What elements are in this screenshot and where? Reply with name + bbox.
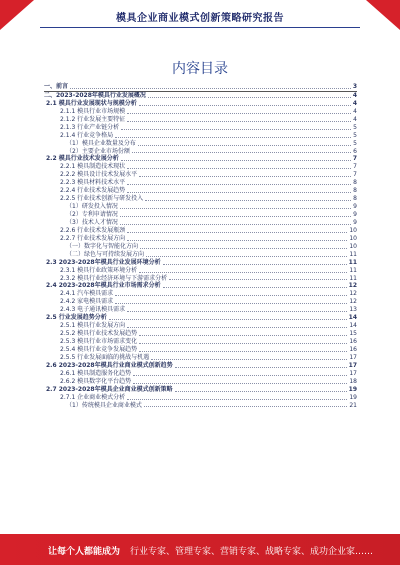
toc-entry-title: 2.6.1 模具制造服务化趋势 — [60, 369, 132, 377]
toc-entry[interactable] — [44, 83, 357, 91]
toc-entry-title: 2.2.2 模具设计技术发展水平 — [60, 171, 138, 179]
toc-entry[interactable] — [44, 140, 357, 148]
toc-entry-title: 2.4 2023-2028年模具行业市场需求分析 — [46, 282, 161, 290]
toc-entry[interactable] — [44, 219, 357, 227]
toc-entry[interactable] — [44, 322, 357, 330]
toc-entry-title: 2.3 2023-2028年模具行业发展环境分析 — [46, 258, 161, 266]
toc-leader-dots — [169, 279, 347, 280]
toc-leader-dots — [127, 311, 347, 312]
toc-entry-page: 8 — [353, 195, 357, 203]
toc-entry-page: 4 — [353, 115, 357, 123]
toc-entry-title: （1）研发投入情况 — [66, 203, 118, 211]
toc-entry-page: 17 — [349, 353, 357, 361]
toc-entry-title: 2.4.2 家电模具需求 — [60, 298, 114, 306]
toc-leader-dots — [127, 192, 351, 193]
toc-entry-title: 2.1.2 行业发展主要特征 — [60, 115, 126, 123]
toc-entry-page: 7 — [353, 171, 357, 179]
toc-entry-page: 8 — [353, 179, 357, 187]
toc-entry-title: 2.2.3 模具材料技术水平 — [60, 179, 126, 187]
toc-entry-title: 2.5.4 模具行业竞争发展趋势 — [60, 345, 138, 353]
toc-leader-dots — [133, 375, 347, 376]
toc-entry[interactable] — [44, 354, 357, 362]
toc-leader-dots — [139, 176, 351, 177]
toc-entry-page: 4 — [352, 91, 357, 99]
toc-entry-title: 2.1.4 行业竞争格局 — [60, 131, 114, 139]
page-footer — [0, 534, 400, 565]
toc-entry-page: 12 — [349, 298, 357, 306]
toc-entry[interactable] — [44, 108, 357, 116]
toc-entry-title: 2.5.3 模具行业市场需求变化 — [60, 338, 138, 346]
toc-leader-dots — [133, 383, 347, 384]
toc-entry-title: （2）专利申请情况 — [66, 211, 118, 219]
toc-entry[interactable] — [44, 267, 357, 275]
toc-leader-dots — [144, 406, 348, 407]
header-divider — [40, 27, 360, 28]
toc-entry[interactable] — [44, 346, 357, 354]
toc-entry[interactable] — [44, 362, 357, 370]
toc-leader-dots — [115, 295, 347, 296]
toc-leader-dots — [70, 88, 351, 89]
toc-leader-dots — [163, 264, 347, 265]
toc-leader-dots — [148, 97, 351, 98]
toc-entry-title: 2.1.3 行业产业链分析 — [60, 123, 120, 131]
toc-entry[interactable] — [44, 227, 357, 235]
toc-leader-dots — [121, 160, 351, 161]
toc-entry-page: 10 — [349, 242, 357, 250]
toc-entry[interactable] — [44, 179, 357, 187]
toc-entry-title: 2.7 2023-2028年模具企业商业模式创新策略 — [46, 385, 173, 393]
toc-entry-page: 16 — [349, 345, 357, 353]
toc-entry-title: 2.7.1 企业商业模式分析 — [60, 393, 126, 401]
toc-entry-page: 21 — [349, 401, 357, 409]
toc-entry[interactable] — [44, 314, 357, 322]
toc-entry-title: 2.6 2023-2028年模具行业商业模式创新趋势 — [46, 361, 173, 369]
toc-entry-page: 13 — [349, 306, 357, 314]
toc-entry-page: 7 — [353, 163, 357, 171]
toc-entry-title: （1）传统模具企业商业模式 — [66, 401, 142, 409]
toc-entry-title: 2.2.6 行业技术发展瓶颈 — [60, 226, 126, 234]
toc-leader-dots — [175, 367, 347, 368]
toc-entry-page: 11 — [349, 274, 357, 282]
toc-entry[interactable] — [44, 378, 357, 386]
toc-entry-page: 12 — [348, 282, 357, 290]
toc-entry-title: 一、前言 — [44, 83, 69, 91]
toc-entry-title: 2.3.1 模具行业政策环境分析 — [60, 266, 138, 274]
toc-entry-title: 2.3.2 模具行业经济环境与下游需求分析 — [60, 274, 168, 282]
toc-leader-dots — [127, 113, 351, 114]
toc-entry-page: 9 — [353, 203, 357, 211]
toc-entry[interactable] — [44, 195, 357, 203]
toc-entry[interactable] — [44, 187, 357, 195]
toc-leader-dots — [163, 287, 347, 288]
toc-entry[interactable] — [44, 306, 357, 314]
toc-leader-dots — [120, 216, 351, 217]
toc-entry-page: 5 — [353, 131, 357, 139]
toc-entry-page: 9 — [353, 211, 357, 219]
toc-heading: 内容目录 — [172, 61, 228, 77]
toc-leader-dots — [139, 272, 347, 273]
toc-entry-title: 2.5 行业发展趋势分析 — [46, 314, 107, 322]
toc-entry-title: 2.4.3 电子通讯模具需求 — [60, 306, 126, 314]
toc-entry[interactable] — [44, 203, 357, 211]
toc-entry-title: 2.2.1 模具制造技术现状 — [60, 163, 126, 171]
toc-entry-title: （2）主要企业市场份额 — [66, 147, 130, 155]
footer-roles: 行业专家、管理专家、营销专家、战略专家、成功企业家…… — [130, 547, 374, 557]
toc-leader-dots — [115, 137, 351, 138]
toc-leader-dots — [127, 240, 347, 241]
toc-entry-title: 2.6.2 模具数字化平台趋势 — [60, 377, 132, 385]
toc-leader-dots — [151, 359, 347, 360]
toc-entry-page: 16 — [349, 338, 357, 346]
toc-entry-page: 5 — [353, 123, 357, 131]
toc-leader-dots — [175, 391, 347, 392]
toc-entry[interactable] — [44, 100, 357, 108]
toc-entry[interactable] — [44, 211, 357, 219]
toc-entry[interactable] — [44, 132, 357, 140]
toc-leader-dots — [140, 248, 347, 249]
toc-entry[interactable] — [44, 235, 357, 243]
toc-entry-page: 10 — [349, 226, 357, 234]
toc-entry[interactable] — [44, 251, 357, 259]
toc-leader-dots — [120, 208, 351, 209]
toc-leader-dots — [127, 399, 347, 400]
toc-entry-title: 二、2023-2028年模具行业发展概况 — [44, 91, 146, 99]
toc-entry-title: 2.2.4 行业技术发展趋势 — [60, 187, 126, 195]
footer-slogan: 让每个人都能成为 — [48, 547, 121, 557]
toc-entry[interactable] — [44, 338, 357, 346]
toc-entry-title: 2.2.5 行业技术创新与研发投入 — [60, 195, 144, 203]
toc-leader-dots — [139, 343, 347, 344]
toc-entry-page: 11 — [349, 250, 357, 258]
toc-entry-page: 14 — [349, 322, 357, 330]
toc-entry-page: 3 — [352, 83, 357, 91]
toc-entry-page: 12 — [349, 290, 357, 298]
toc-entry-title: 2.1.1 模具行业市场规模 — [60, 107, 126, 115]
toc-entry-page: 4 — [353, 107, 357, 115]
toc-leader-dots — [121, 129, 351, 130]
toc-entry-page: 14 — [348, 314, 357, 322]
toc-leader-dots — [127, 327, 347, 328]
toc-entry[interactable] — [44, 394, 357, 402]
toc-entry-title: （二）绿色与可持续发展方向 — [66, 250, 145, 258]
toc-entry-title: 2.5.5 行业发展面临的挑战与机遇 — [60, 353, 150, 361]
toc-entry-page: 17 — [349, 369, 357, 377]
toc-entry-title: 2.5.2 模具行业技术发展趋势 — [60, 330, 138, 338]
toc-entry-page: 17 — [348, 361, 357, 369]
toc-entry-page: 8 — [353, 187, 357, 195]
toc-entry-page: 5 — [353, 139, 357, 147]
toc-entry-page: 18 — [349, 377, 357, 385]
toc-entry-title: 2.2 模具行业技术发展分析 — [46, 155, 119, 163]
toc-leader-dots — [115, 303, 347, 304]
toc-entry[interactable] — [44, 386, 357, 394]
toc-entry[interactable] — [44, 330, 357, 338]
toc-entry-title: 2.1 模具行业发展现状与规模分析 — [46, 99, 137, 107]
toc-entry-page: 19 — [348, 385, 357, 393]
toc-entry-title: 2.5.1 模具行业发展方向 — [60, 322, 126, 330]
toc-entry-page: 9 — [353, 218, 357, 226]
toc-leader-dots — [127, 184, 351, 185]
toc-leader-dots — [138, 145, 351, 146]
table-of-contents — [44, 83, 357, 409]
toc-leader-dots — [132, 152, 351, 153]
toc-leader-dots — [139, 351, 347, 352]
toc-leader-dots — [139, 335, 347, 336]
page-header — [0, 0, 400, 32]
toc-entry-page: 11 — [348, 258, 357, 266]
toc-leader-dots — [146, 256, 347, 257]
toc-entry[interactable] — [44, 91, 357, 100]
toc-entry[interactable] — [44, 124, 357, 132]
toc-entry-page: 15 — [349, 330, 357, 338]
toc-entry-page: 10 — [349, 234, 357, 242]
toc-entry[interactable] — [44, 259, 357, 267]
toc-leader-dots — [127, 121, 351, 122]
toc-entry[interactable] — [44, 116, 357, 124]
toc-entry-title: 2.4.1 汽车模具需求 — [60, 290, 114, 298]
toc-entry[interactable] — [44, 370, 357, 378]
toc-leader-dots — [120, 224, 351, 225]
toc-entry-title: （一）数字化与智能化方向 — [66, 242, 139, 250]
toc-entry[interactable] — [44, 243, 357, 251]
toc-leader-dots — [109, 319, 347, 320]
toc-entry-page: 7 — [352, 155, 357, 163]
toc-entry-page: 19 — [349, 393, 357, 401]
toc-entry-title: 2.2.7 行业技术发展方向 — [60, 234, 126, 242]
toc-entry-title: （1）模具企业数量及分布 — [66, 139, 136, 147]
toc-entry-page: 4 — [352, 99, 357, 107]
toc-entry-title: （3）技术人才情况 — [66, 218, 118, 226]
toc-entry-page: 11 — [349, 266, 357, 274]
toc-entry[interactable] — [44, 402, 357, 410]
toc-leader-dots — [145, 200, 351, 201]
toc-entry-page: 6 — [353, 147, 357, 155]
toc-leader-dots — [127, 232, 347, 233]
toc-leader-dots — [127, 168, 351, 169]
report-title: 模具企业商业模式创新策略研究报告 — [116, 13, 284, 24]
toc-leader-dots — [139, 105, 351, 106]
